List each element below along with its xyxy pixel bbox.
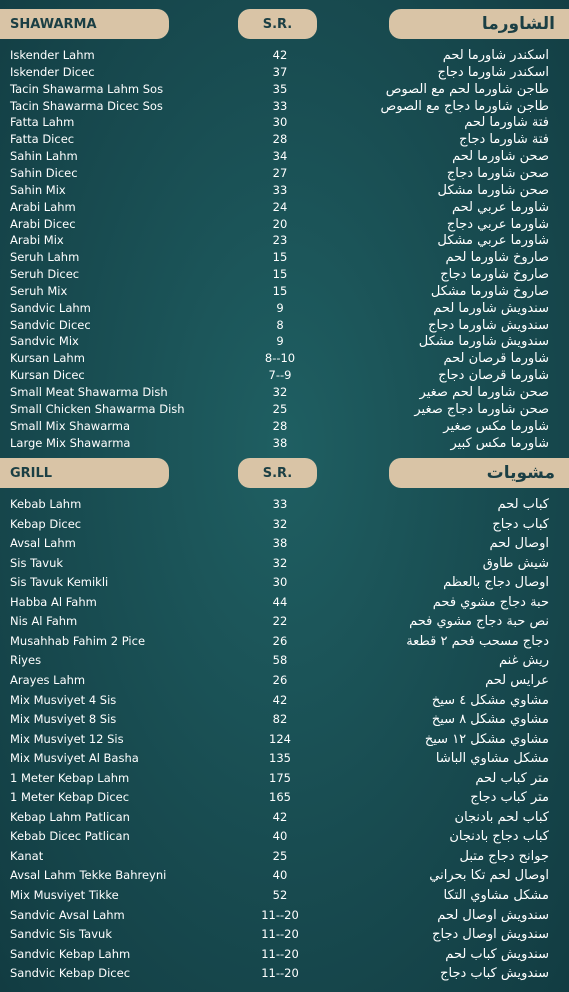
menu-item-name-en: Mix Musviyet Al Basha bbox=[10, 751, 139, 766]
menu-item-name-en: Musahhab Fahim 2 Pice bbox=[10, 633, 146, 648]
menu-item-name-en: Seruh Mix bbox=[10, 283, 68, 298]
menu-item-name-ar: كباب لحم بادنجان bbox=[454, 809, 549, 825]
menu-item-price: 82 bbox=[272, 712, 288, 727]
menu-item-name-en: Sandvic Sis Tavuk bbox=[10, 927, 112, 942]
menu-item-row bbox=[0, 98, 569, 115]
menu-item-price: 8--10 bbox=[264, 351, 296, 366]
menu-item-price: 9 bbox=[276, 300, 284, 315]
menu-item-row bbox=[0, 672, 569, 689]
menu-item-row bbox=[0, 613, 569, 630]
shawarma-title-ar: الشاورما bbox=[389, 9, 569, 39]
menu-item-price: 32 bbox=[272, 516, 288, 531]
menu-item-name-en: Kebap Dicec bbox=[10, 516, 82, 531]
menu-item-row bbox=[0, 594, 569, 611]
menu-item-price: 28 bbox=[272, 418, 288, 433]
menu-item-name-ar: اوصال دجاج بالعظم bbox=[443, 575, 549, 591]
menu-item-name-ar: سندويش شاورما لحم bbox=[433, 300, 549, 316]
grill-section bbox=[0, 458, 569, 992]
menu-item-price: 11--20 bbox=[261, 927, 299, 942]
menu-item-price: 26 bbox=[272, 633, 288, 648]
menu-item-row bbox=[0, 887, 569, 904]
menu-item-name-ar: شيش طاوق bbox=[482, 555, 549, 571]
menu-item-name-ar: صحن شاورما دجاج صغير bbox=[414, 401, 549, 417]
menu-item-name-en: Avsal Lahm bbox=[10, 536, 76, 551]
menu-item-price: 58 bbox=[272, 653, 288, 668]
menu-item-name-en: Habba Al Fahm bbox=[10, 594, 97, 609]
menu-item-row bbox=[0, 148, 569, 165]
menu-item-name-ar: كباب دجاج bbox=[492, 516, 549, 532]
menu-item-name-en: Seruh Lahm bbox=[10, 250, 80, 265]
menu-item-price: 20 bbox=[272, 216, 288, 231]
shawarma-price-header: S.R. bbox=[238, 9, 317, 39]
menu-item-row bbox=[0, 828, 569, 845]
menu-item-name-en: Kanat bbox=[10, 848, 44, 863]
menu-item-price: 52 bbox=[272, 888, 288, 902]
menu-item-row bbox=[0, 81, 569, 98]
menu-item-name-en: Iskender Dicec bbox=[10, 64, 95, 79]
menu-item-price: 42 bbox=[272, 692, 288, 707]
menu-item-row bbox=[0, 283, 569, 300]
menu-item-name-ar: شاورما عربي دجاج bbox=[446, 216, 549, 232]
menu-item-price: 25 bbox=[272, 848, 288, 863]
menu-item-name-ar: صاروخ شاورما لحم bbox=[445, 250, 549, 266]
menu-item-name-en: Mix Musviyet Tikke bbox=[10, 888, 119, 902]
menu-item-row bbox=[0, 418, 569, 435]
menu-item-name-en: Sandvic Dicec bbox=[10, 317, 91, 332]
menu-item-row bbox=[0, 47, 569, 64]
shawarma-title: SHAWARMA bbox=[0, 9, 169, 39]
menu-item-name-en: Iskender Lahm bbox=[10, 48, 95, 62]
menu-item-name-ar: مشاوي مشكل ٨ سيخ bbox=[431, 712, 549, 728]
menu-item-name-ar: نص حبة دجاج مشوي فحم bbox=[409, 614, 549, 630]
menu-item-name-en: Fatta Lahm bbox=[10, 115, 75, 130]
grill-title-ar: مشويات bbox=[389, 458, 569, 488]
menu-item-price: 42 bbox=[272, 48, 288, 62]
menu-item-row bbox=[0, 114, 569, 131]
menu-item-name-en: Sandvic Kebap Lahm bbox=[10, 946, 131, 961]
menu-item-price: 15 bbox=[272, 267, 288, 282]
menu-item-name-ar: شاورما مكس صغير bbox=[443, 418, 549, 434]
menu-item-row bbox=[0, 266, 569, 283]
menu-item-name-en: Arayes Lahm bbox=[10, 672, 86, 687]
menu-item-name-ar: سندويش كباب لحم bbox=[445, 946, 549, 962]
menu-item-row bbox=[0, 516, 569, 533]
menu-item-row bbox=[0, 789, 569, 806]
menu-item-row bbox=[0, 131, 569, 148]
menu-item-price: 37 bbox=[272, 64, 288, 79]
menu-item-price: 25 bbox=[272, 401, 288, 416]
menu-item-price: 34 bbox=[272, 149, 288, 164]
menu-item-name-en: Kursan Dicec bbox=[10, 368, 85, 383]
menu-item-name-ar: متر كباب دجاج bbox=[470, 790, 549, 806]
menu-item-row bbox=[0, 496, 569, 513]
menu-item-name-ar: صحن شاورما لحم bbox=[452, 149, 549, 165]
menu-item-price: 28 bbox=[272, 132, 288, 147]
menu-item-name-ar: صحن شاورما مشكل bbox=[437, 182, 549, 198]
menu-item-price: 30 bbox=[272, 115, 288, 130]
menu-item-name-en: Sandvic Mix bbox=[10, 334, 79, 349]
menu-item-row bbox=[0, 731, 569, 748]
menu-item-name-en: Arabi Mix bbox=[10, 233, 64, 248]
menu-item-row bbox=[0, 750, 569, 767]
grill-price-header: S.R. bbox=[238, 458, 317, 488]
menu-item-name-ar: كباب دجاج بادنجان bbox=[449, 829, 549, 845]
menu-item-price: 15 bbox=[272, 250, 288, 265]
menu-item-row bbox=[0, 333, 569, 350]
menu-item-row bbox=[0, 907, 569, 924]
menu-item-price: 23 bbox=[272, 233, 288, 248]
menu-item-row bbox=[0, 317, 569, 334]
menu-item-price: 26 bbox=[272, 672, 288, 687]
menu-item-row bbox=[0, 555, 569, 572]
menu-item-name-ar: شاورما عربي لحم bbox=[452, 199, 549, 215]
menu-item-name-en: Sandvic Lahm bbox=[10, 300, 91, 315]
menu-item-price: 7--9 bbox=[268, 368, 292, 383]
menu-item-name-en: 1 Meter Kebap Lahm bbox=[10, 770, 130, 785]
menu-item-row bbox=[0, 633, 569, 650]
menu-item-name-ar: عرايس لحم bbox=[485, 672, 549, 688]
menu-item-name-ar: سندويش شاورما دجاج bbox=[428, 317, 549, 333]
menu-item-price: 33 bbox=[272, 182, 288, 197]
menu-item-name-en: Tacin Shawarma Dicec Sos bbox=[10, 98, 163, 113]
menu-item-price: 22 bbox=[272, 614, 288, 629]
shawarma-section bbox=[0, 9, 569, 459]
menu-item-row bbox=[0, 367, 569, 384]
menu-item-row bbox=[0, 199, 569, 216]
menu-item-price: 135 bbox=[269, 751, 291, 766]
menu-item-name-en: Large Mix Shawarma bbox=[10, 435, 131, 450]
menu-item-price: 32 bbox=[272, 555, 288, 570]
menu-item-name-en: Sandvic Kebap Dicec bbox=[10, 966, 131, 981]
menu-item-name-ar: صحن شاورما لحم صغير bbox=[419, 385, 549, 400]
menu-item-name-ar: سندويش شاورما مشكل bbox=[418, 334, 549, 350]
menu-item-name-ar: مشاوي مشكل ٤ سيخ bbox=[431, 692, 549, 708]
menu-item-name-en: 1 Meter Kebap Dicec bbox=[10, 790, 130, 805]
menu-item-row bbox=[0, 435, 569, 452]
menu-item-row bbox=[0, 249, 569, 266]
menu-item-name-en: Nis Al Fahm bbox=[10, 614, 78, 629]
menu-item-price: 175 bbox=[269, 770, 291, 785]
menu-item-name-ar: دجاج مسحب فحم ٢ قطعة bbox=[406, 633, 549, 649]
menu-item-name-ar: حبة دجاج مشوي فحم bbox=[432, 594, 549, 610]
menu-item-name-en: Tacin Shawarma Lahm Sos bbox=[10, 81, 164, 96]
menu-item-row bbox=[0, 848, 569, 865]
menu-item-name-ar: شاورما قرصان دجاج bbox=[438, 368, 549, 384]
menu-item-name-ar: شاورما عربي مشكل bbox=[437, 233, 549, 249]
menu-item-name-ar: شاورما مكس كبير bbox=[450, 435, 549, 451]
menu-item-name-ar: اسكندر شاورما دجاج bbox=[437, 64, 549, 80]
menu-item-price: 33 bbox=[272, 98, 288, 113]
menu-item-name-en: Sahin Dicec bbox=[10, 165, 78, 180]
menu-item-name-en: Fatta Dicec bbox=[10, 132, 75, 147]
menu-item-name-ar: اوصال لحم bbox=[489, 536, 549, 552]
menu-item-name-en: Small Chicken Shawarma Dish bbox=[10, 401, 185, 416]
menu-item-name-en: Avsal Lahm Tekke Bahreyni bbox=[10, 868, 167, 883]
menu-item-row bbox=[0, 770, 569, 787]
menu-item-name-en: Kebab Lahm bbox=[10, 497, 82, 511]
menu-item-price: 33 bbox=[272, 497, 288, 511]
grill-title: GRILL bbox=[0, 458, 169, 488]
menu-item-row bbox=[0, 692, 569, 709]
menu-item-name-ar: فتة شاورما دجاج bbox=[459, 132, 549, 148]
menu-item-name-en: Sandvic Avsal Lahm bbox=[10, 907, 125, 922]
menu-item-name-ar: صاروخ شاورما مشكل bbox=[430, 283, 549, 299]
menu-item-row bbox=[0, 232, 569, 249]
menu-item-name-en: Sis Tavuk Kemikli bbox=[10, 575, 109, 590]
menu-item-name-ar: متر كباب لحم bbox=[475, 770, 549, 786]
menu-item-name-ar: سندويش اوصال دجاج bbox=[432, 927, 549, 943]
menu-item-name-ar: صحن شاورما دجاج bbox=[446, 165, 549, 181]
menu-item-name-ar: اوصال لحم تكا بحراني bbox=[429, 868, 549, 884]
menu-item-row bbox=[0, 216, 569, 233]
menu-item-name-ar: صاروخ شاورما دجاج bbox=[440, 267, 549, 283]
menu-item-row bbox=[0, 809, 569, 826]
menu-item-price: 30 bbox=[272, 575, 288, 590]
menu-item-name-ar: ريش غنم bbox=[499, 653, 549, 669]
menu-item-price: 165 bbox=[269, 790, 291, 805]
menu-item-name-en: Riyes bbox=[10, 653, 42, 668]
menu-item-name-ar: مشكل مشاوي التكا bbox=[443, 888, 549, 903]
menu-item-price: 32 bbox=[272, 385, 288, 399]
menu-item-name-en: Mix Musviyet 12 Sis bbox=[10, 731, 124, 746]
menu-item-row bbox=[0, 574, 569, 591]
menu-item-row bbox=[0, 350, 569, 367]
menu-item-price: 11--20 bbox=[261, 907, 299, 922]
menu-item-price: 11--20 bbox=[261, 966, 299, 981]
menu-item-name-en: Sahin Lahm bbox=[10, 149, 78, 164]
menu-item-price: 40 bbox=[272, 868, 288, 883]
menu-item-name-en: Kebap Lahm Patlican bbox=[10, 809, 130, 824]
menu-item-price: 124 bbox=[269, 731, 291, 746]
menu-item-price: 38 bbox=[272, 536, 288, 551]
menu-item-name-en: Mix Musviyet 4 Sis bbox=[10, 692, 117, 707]
menu-item-row bbox=[0, 946, 569, 963]
menu-item-price: 8 bbox=[276, 317, 284, 332]
menu-item-row bbox=[0, 384, 569, 401]
menu-item-row bbox=[0, 926, 569, 943]
menu-item-price: 42 bbox=[272, 809, 288, 824]
menu-item-price: 27 bbox=[272, 165, 288, 180]
menu-item-name-ar: جوانح دجاج متبل bbox=[459, 848, 549, 864]
menu-item-name-en: Arabi Dicec bbox=[10, 216, 76, 231]
menu-item-price: 35 bbox=[272, 81, 288, 96]
menu-item-price: 24 bbox=[272, 199, 288, 214]
menu-item-name-ar: اسكندر شاورما لحم bbox=[442, 48, 549, 63]
menu-item-row bbox=[0, 652, 569, 669]
menu-item-row bbox=[0, 64, 569, 81]
menu-item-name-ar: كباب لحم bbox=[497, 497, 549, 512]
menu-item-name-en: Mix Musviyet 8 Sis bbox=[10, 712, 117, 727]
menu-item-name-ar: مشاوي مشكل ١٢ سيخ bbox=[424, 731, 549, 747]
menu-item-name-en: Kebab Dicec Patlican bbox=[10, 829, 130, 844]
menu-item-row bbox=[0, 401, 569, 418]
menu-item-name-ar: مشكل مشاوي الباشا bbox=[435, 751, 549, 767]
menu-item-name-en: Sahin Mix bbox=[10, 182, 66, 197]
menu-item-price: 40 bbox=[272, 829, 288, 844]
menu-item-name-en: Small Meat Shawarma Dish bbox=[10, 385, 168, 399]
menu-item-row bbox=[0, 711, 569, 728]
menu-item-row bbox=[0, 300, 569, 317]
menu-item-name-ar: سندويش كباب دجاج bbox=[440, 966, 549, 982]
menu-item-name-ar: سندويش اوصال لحم bbox=[437, 907, 549, 923]
menu-item-price: 44 bbox=[272, 594, 288, 609]
menu-item-name-en: Arabi Lahm bbox=[10, 199, 76, 214]
menu-item-price: 15 bbox=[272, 283, 288, 298]
menu-item-name-en: Kursan Lahm bbox=[10, 351, 85, 366]
menu-item-name-en: Seruh Dicec bbox=[10, 267, 80, 282]
menu-item-name-en: Sis Tavuk bbox=[10, 555, 64, 570]
menu-item-name-ar: طاجن شاورما دجاج مع الصوص bbox=[380, 98, 549, 114]
menu-item-name-ar: فتة شاورما لحم bbox=[464, 115, 549, 131]
menu-item-name-ar: طاجن شاورما لحم مع الصوص bbox=[385, 81, 549, 97]
menu-item-row bbox=[0, 165, 569, 182]
menu-item-price: 38 bbox=[272, 435, 288, 450]
menu-item-name-en: Small Mix Shawarma bbox=[10, 418, 131, 433]
menu-item-row bbox=[0, 535, 569, 552]
menu-item-price: 11--20 bbox=[261, 946, 299, 961]
menu-item-row bbox=[0, 965, 569, 982]
menu-item-price: 9 bbox=[276, 334, 284, 349]
menu-item-row bbox=[0, 867, 569, 884]
menu-item-name-ar: شاورما قرصان لحم bbox=[443, 351, 549, 367]
menu-item-row bbox=[0, 182, 569, 199]
